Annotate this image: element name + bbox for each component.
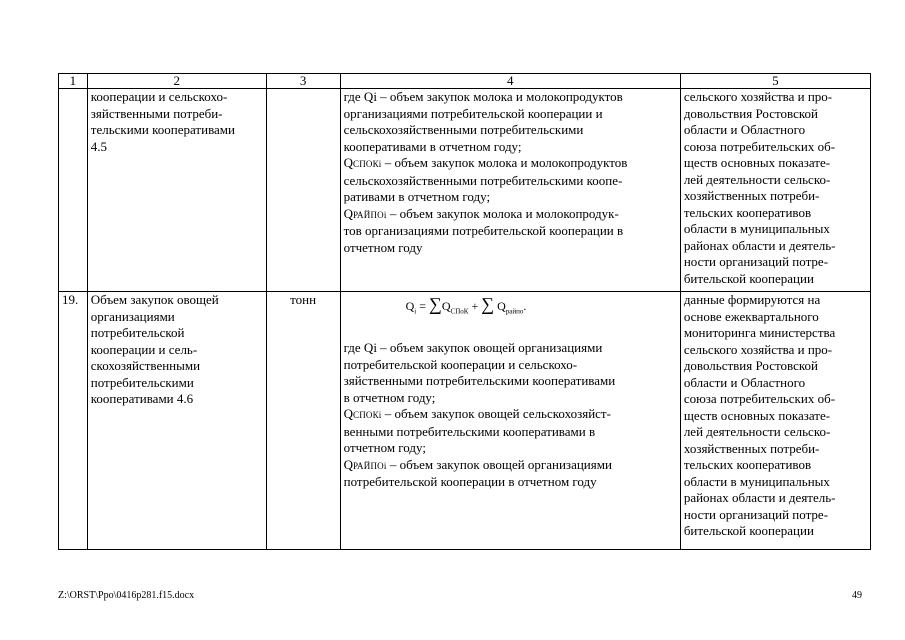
source-line: ществ основных показате- — [683, 407, 831, 423]
source-line: лей деятельности сельско- — [683, 424, 831, 439]
indicator-line: кооперации и сель- — [90, 341, 198, 357]
source-line: бительской кооперации — [683, 523, 814, 538]
source-line: хозяйственных потреби- — [683, 188, 820, 203]
source-line: районах области и деятель- — [683, 237, 836, 253]
source-line: области и Областного — [683, 374, 806, 390]
indicator-cell — [87, 89, 266, 292]
source-line: лей деятельности сельско- — [683, 171, 831, 187]
indicator-line: Объем закупок овощей — [90, 292, 219, 307]
q-raypo-symbol: Q — [343, 205, 353, 221]
source-cell — [680, 89, 870, 292]
method-line: отчетном году — [343, 239, 423, 255]
q-raypo-subscript: РАЙПОi — [353, 209, 387, 220]
indicator-line: кооперации и сельскохо- — [90, 89, 228, 104]
header-col-4: 4 — [340, 74, 680, 89]
source-line: тельских кооперативов — [683, 457, 812, 472]
method-line: сельскохозяйственными потребительскими коопе- — [343, 172, 623, 188]
method-line: организациями потребительской кооперации и — [343, 105, 603, 121]
indicator-line: скохозяйственными — [90, 358, 201, 373]
footer-file-path: Z:\ORST\Ppo\0416p281.f15.docx — [58, 590, 195, 601]
formula-expression: $Q_i = \sum Q_{СПоК}$ + ∑ $Q_{райпо}$. — [405, 294, 527, 316]
indicators-table — [58, 73, 871, 550]
method-line: зяйственными потребительскими кооперативами — [343, 373, 616, 388]
footer-page-number: 49 — [852, 590, 862, 601]
table-row-continued — [59, 89, 871, 292]
source-line: бительской кооперации — [683, 270, 814, 286]
indicator-line: потребительскими — [90, 374, 194, 390]
header-row — [59, 74, 871, 89]
sum-symbol: ∑ — [429, 294, 442, 314]
indicator-line: зяйственными потреби- — [90, 105, 223, 121]
indicator-cell — [87, 292, 266, 550]
q-spok-subscript: СПОКi — [353, 410, 382, 420]
source-line: основе ежеквартального — [683, 308, 819, 324]
indicator-line: кооперативами 4.6 — [90, 391, 194, 406]
source-line: хозяйственных потреби- — [683, 440, 820, 456]
method-line: где Qi – объем закупок овощей организациями — [343, 340, 603, 355]
q-spok-symbol: Q — [343, 155, 353, 170]
header-col-2: 2 — [87, 74, 266, 89]
source-line: мониторинга министерства — [683, 325, 836, 340]
method-line: в отчетном году; — [343, 389, 436, 405]
source-line: районах области и деятель- — [683, 490, 836, 505]
row-number — [59, 89, 88, 292]
indicator-line: потребительской — [90, 325, 185, 340]
method-line: потребительской кооперации и сельскохо- — [343, 356, 578, 372]
header-col-5: 5 — [680, 74, 870, 89]
method-line: кооперативами в отчетном году; — [343, 138, 522, 154]
source-line: союза потребительских об- — [683, 391, 836, 406]
table-row-19 — [59, 292, 871, 550]
q-spok-symbol: Q — [343, 406, 353, 421]
source-line: области в муниципальных — [683, 221, 830, 236]
source-line: тельских кооперативов — [683, 204, 812, 220]
source-line: сельского хозяйства и про- — [683, 341, 833, 357]
q-spok-subscript: СПОКi — [353, 159, 382, 169]
source-line: довольствия Ростовской — [683, 358, 818, 373]
header-col-1: 1 — [59, 74, 88, 89]
indicator-line: тельскими кооперативами — [90, 122, 235, 137]
method-line-spok: QСПОКi – объем закупок молока и молокопродуктов — [343, 155, 628, 170]
row-number: 19. — [59, 292, 88, 550]
q-raypo-symbol: Q — [343, 456, 353, 472]
source-cell — [680, 292, 870, 550]
method-line: сельскохозяйственными потребительскими — [343, 122, 584, 137]
source-line: ности организаций потре- — [683, 506, 829, 522]
method-line: тов организациями потребительской кооперации в — [343, 223, 624, 238]
unit-cell — [266, 89, 340, 292]
indicator-line: 4.5 — [90, 138, 108, 154]
header-col-3: 3 — [266, 74, 340, 89]
source-line: ществ основных показате- — [683, 155, 831, 170]
method-line: потребительской кооперации в отчетном году — [343, 474, 597, 489]
method-line: отчетном году; — [343, 440, 426, 455]
indicator-line: организациями — [90, 308, 175, 324]
method-cell — [340, 89, 680, 292]
source-line: области и Областного — [683, 122, 806, 137]
method-line-spok: QСПОКi – объем закупок овощей сельскохозяйст- — [343, 406, 611, 421]
method-line-raypo: QРАЙПОi – объем закупок овощей организациями — [343, 456, 612, 472]
unit-cell: тонн — [266, 292, 340, 550]
method-line-raypo: QРАЙПОi – объем закупок молока и молокопродук- — [343, 205, 619, 221]
source-line: данные формируются на — [683, 292, 821, 307]
source-line: довольствия Ростовской — [683, 105, 818, 121]
source-line: области в муниципальных — [683, 473, 830, 489]
source-line: союза потребительских об- — [683, 138, 836, 154]
method-line: где Qi – объем закупок молока и молокопродуктов — [343, 89, 623, 104]
method-cell — [340, 292, 680, 550]
method-line: венными потребительскими кооперативами в — [343, 423, 596, 439]
q-raypo-subscript: РАЙПОi — [353, 460, 387, 471]
method-line: ративами в отчетном году; — [343, 189, 491, 204]
source-line: ности организаций потре- — [683, 254, 829, 269]
sum-symbol: ∑ — [481, 294, 495, 314]
source-line: сельского хозяйства и про- — [683, 89, 833, 104]
formula — [344, 292, 677, 340]
